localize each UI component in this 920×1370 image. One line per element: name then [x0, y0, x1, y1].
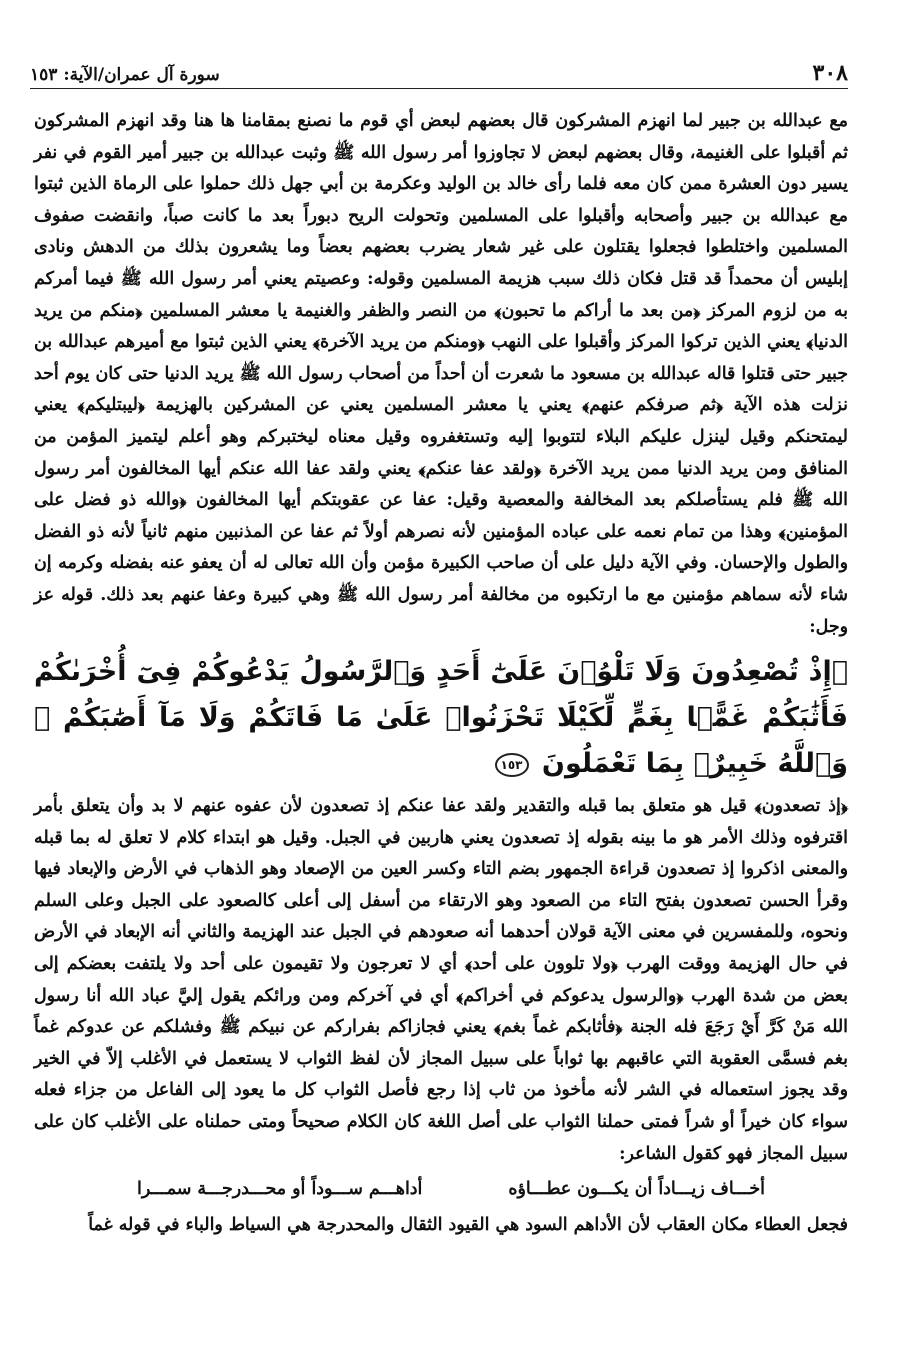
page-body — [34, 106, 848, 1241]
poem-verse — [94, 1174, 808, 1206]
verse-text: ﴿إِذْ تُصْعِدُونَ وَلَا تَلْوُۥنَ عَلَىٰٓ أَحَدٍ وَٱلرَّسُولُ يَدْعُوكُمْ فِىٓ أُخْرَىٰكُمْ فَأَثَٰبَكُمْ غَمًّۢا بِغَمٍّ لِّكَيْلَا تَحْزَنُوا۟ عَلَىٰ مَا فَاتَكُمْ وَلَا مَآ أَصَٰبَكُمْ ۗ وَٱللَّهُ خَبِيرٌۢ بِمَا تَعْمَلُونَ — [34, 656, 848, 780]
paragraph-bottom: ﴿إذ تصعدون﴾ قيل هو متعلق بما قبله والتقدير ولقد عفا عنكم إذ تصعدون لأن عفوه عنهم لا بد وأن يتعلق بأمر اقترفوه وذلك الأمر هو ما بينه بقوله إذ تصعدون يعني هاربين في الجبل. وقيل هو ابتداء كلام لا تعلق له بما قبله والمعنى اذكروا إذ تصعدون قراءة الجمهور بضم التاء وكسر العين من الإصعاد وهو الذهاب في الأرض والإبعاد فيها وقرأ الحسن تصعدون بفتح التاء من الصعود وهو الارتقاء من أسفل إلى أعلى كالصعود على الجبل وعلى السلم ونحوه، وللمفسرين في معنى الآية قولان أحدهما أنه صعودهم في الجبل عند الهزيمة والثاني أنه الإبعاد في الأرض في حال الهزيمة ووقت الهرب ﴿ولا تلوون على أحد﴾ أي لا تعرجون ولا تقيمون على أحد ولا يلتفت بعضكم إلى بعض من شدة الهرب ﴿والرسول يدعوكم في أخراكم﴾ أي في آخركم ومن ورائكم يقول إليَّ عباد الله أنا رسول الله مَنْ كَرَّ أَيْ رَجَعَ فله الجنة ﴿فأثابكم غماً بغم﴾ يعني فجازاكم بفراركم عن نبيكم ﷺ وفشلكم عن عدوكم غماً بغم فسمَّى العقوبة التي عاقبهم بها ثواباً على سبيل المجاز لأن لفظ الثواب لا يستعمل في الأغلب إلاّ في الخير وقد يجوز استعماله في الشر لأنه مأخوذ من ثاب إذا رجع فأصل الثواب كل ما يعود إلى الفاعل من جزاء فعله سواء كان خيراً أو شراً فمتى حملنا الثواب على أصل اللغة كان الكلام صحيحاً ومتى حملناه على الأغلب كان على سبيل المجاز فهو كقول الشاعر: — [34, 796, 848, 1164]
poem-second-hemistich: أداهـــم ســـوداً أو محـــدرجـــة سمـــرا — [137, 1179, 423, 1200]
paragraph-top: مع عبدالله بن جبير لما انهزم المشركون قال بعضهم لبعض أي قوم ما نصنع بمقامنا ها هنا وقد انهزم المشركون ثم أقبلوا على الغنيمة، وقال بعضهم لبعض لا تجاوزوا أمر رسول الله ﷺ وثبت عبدالله بن جبير أمير القوم في نفر يسير دون العشرة ممن كان معه فلما رأى خالد بن الوليد وعكرمة بن أبي جهل ذلك حملوا على الرماة الذين ثبتوا مع عبدالله بن جبير وأصحابه وأقبلوا على المسلمين وتحولت الريح دبوراً بعد ما كانت صباً، وانقضت صفوف المسلمين واختلطوا فجعلوا يقتلون على غير شعار يضرب بعضهم بعضاً وما يشعرون بذلك من الدهش ونادى إبليس أن محمداً قد قتل فكان ذلك سبب هزيمة المسلمين وقوله: وعصيتم يعني أمر رسول الله ﷺ فيما أمركم به من لزوم المركز ﴿من بعد ما أراكم ما تحبون﴾ من النصر والظفر والغنيمة يا معشر المسلمين ﴿منكم من يريد الدنيا﴾ يعني الذين تركوا المركز وأقبلوا على النهب ﴿ومنكم من يريد الآخرة﴾ يعني الذين ثبتوا مع أميرهم عبدالله بن جبير حتى قتلوا قاله عبدالله بن مسعود ما شعرت أن أحداً من أصحاب رسول الله ﷺ يريد الدنيا حتى كان يوم أحد نزلت هذه الآية ﴿ثم صرفكم عنهم﴾ يعني يا معشر المسلمين يعني عن المشركين بالهزيمة ﴿ليبتليكم﴾ يعني ليمتحنكم وقيل لينزل عليكم البلاء لتتوبوا إليه وتستغفروه وقيل معناه ليختبركم وهو أعلم ليتميز المؤمن من المنافق ومن يريد الدنيا ممن يريد الآخرة ﴿ولقد عفا عنكم﴾ يعني ولقد عفا الله عنكم أيها المخالفون أمر رسول الله ﷺ فلم يستأصلكم بعد المخالفة والمعصية وقيل: عفا عن عقوبتكم أيها المخالفون ﴿والله ذو فضل على المؤمنين﴾ وهذا من تمام نعمه على عباده المؤمنين لأنه نصرهم أولاً ثم عفا عن المذنبين منهم ثانياً لأنه ذو الفضل والطول والإحسان. وفي الآية دليل على أن صاحب الكبيرة مؤمن وأن الله تعالى له أن يعفو عنه بفضله وكرمه إن شاء لأنه سماهم مؤمنين مع ما ارتكبوه من مخالفة أمر رسول الله ﷺ وهي كبيرة وعفا عنهم بعد ذلك. قوله عز وجل: — [34, 111, 848, 637]
surah-title: سورة آل عمران/الآية: ١٥٣ — [30, 65, 220, 85]
quran-verse — [34, 649, 848, 787]
page-header — [30, 58, 848, 89]
verse-number: ١٥٣ — [495, 753, 529, 777]
poem-first-hemistich: أخـــاف زيـــاداً أن يكـــون عطـــاؤه — [508, 1179, 765, 1200]
paragraph-last: فجعل العطاء مكان العقاب لأن الأداهم السود هي القيود الثقال والمحدرجة هي السياط والباء في قوله غماً — [88, 1214, 848, 1235]
page-number: ٣٠٨ — [812, 60, 848, 86]
